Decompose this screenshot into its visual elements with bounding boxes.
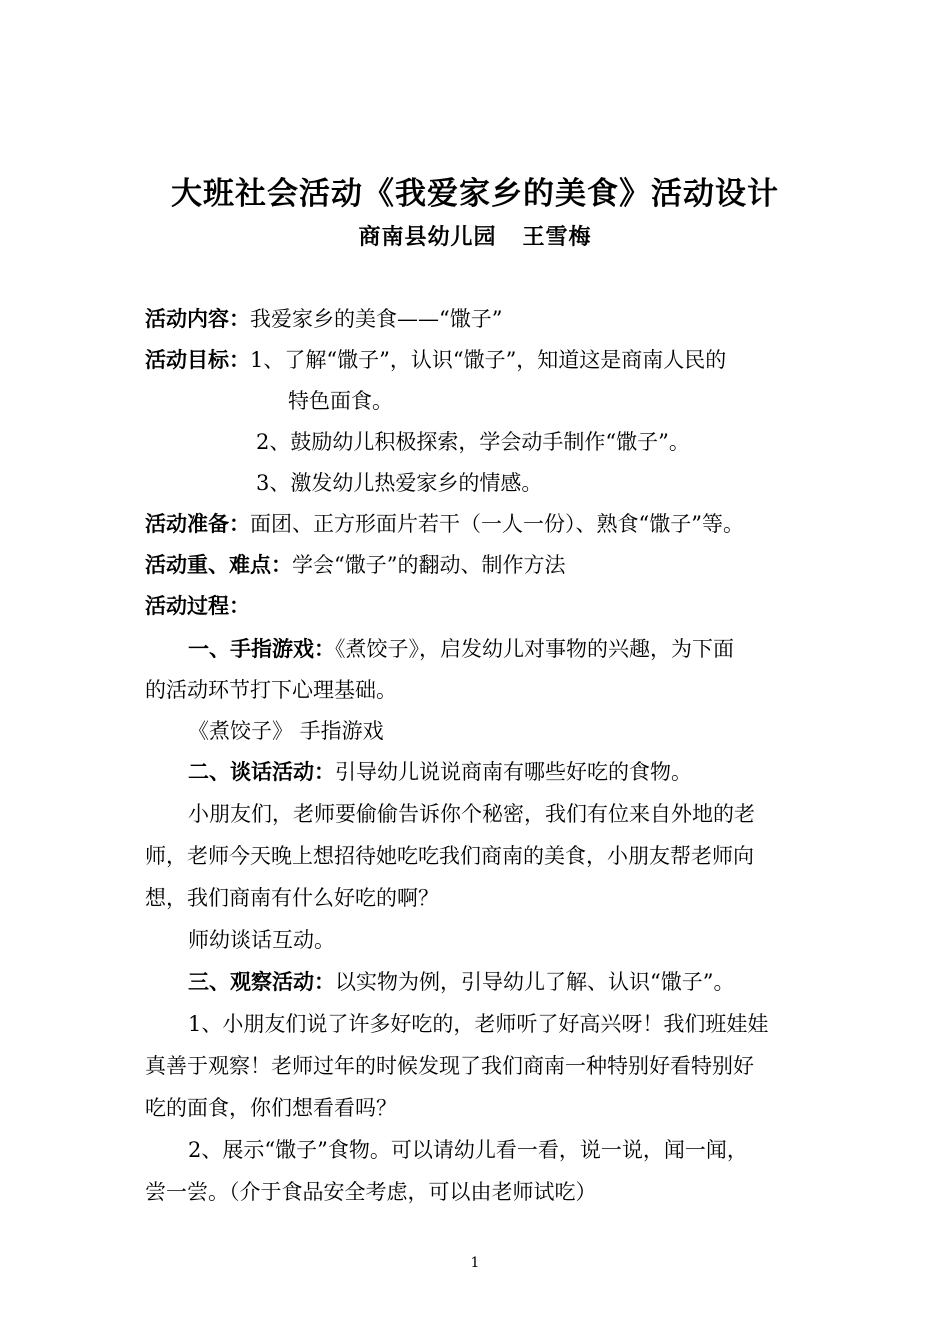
step2-paragraph-1a: 小朋友们，老师要偷偷告诉你个秘密，我们有位来自外地的老: [188, 802, 755, 826]
activity-goal-2: 2、鼓励幼儿积极探索，学会动手制作“馓子”。: [256, 430, 690, 454]
step2-label: 二、谈话活动：: [188, 759, 335, 784]
activity-goal-line: [145, 347, 810, 373]
activity-prep-line: [145, 511, 810, 537]
activity-process-label: 活动过程：: [145, 593, 250, 618]
activity-key-line: [145, 552, 810, 578]
step1-game: 《煮饺子》 手指游戏: [188, 719, 384, 743]
activity-prep-label: 活动准备：: [145, 511, 250, 536]
step3-paragraph-1c: 吃的面食，你们想看看吗？: [145, 1096, 397, 1120]
step1-continuation: 的活动环节打下心理基础。: [145, 678, 397, 702]
activity-prep-text: 面团、正方形面片若干（一人一份）、熟食“馓子”等。: [250, 512, 744, 536]
activity-key-text: 学会“馓子”的翻动、制作方法: [292, 553, 566, 577]
step2-paragraph-2: 师幼谈话互动。: [188, 928, 335, 952]
activity-content-text: 我爱家乡的美食——“馓子”: [250, 307, 503, 331]
activity-content-line: [145, 306, 810, 332]
document-title: 大班社会活动《我爱家乡的美食》活动设计: [171, 176, 779, 212]
step1-label: 一、手指游戏：: [188, 636, 335, 661]
step2-line: [188, 759, 853, 785]
step3-paragraph-2b: 尝一尝。（介于食品安全考虑，可以由老师试吃）: [145, 1180, 597, 1204]
activity-goal-label: 活动目标：: [145, 347, 250, 372]
activity-goal-3: 3、激发幼儿热爱家乡的情感。: [256, 471, 543, 495]
step1-text: 《煮饺子》，启发幼儿对事物的兴趣，为下面: [335, 637, 734, 661]
step2-paragraph-1b: 师，老师今天晚上想招待她吃吃我们商南的美食，小朋友帮老师向: [145, 844, 754, 868]
step3-paragraph-2a: 2、展示“馓子”食物。可以请幼儿看一看，说一说，闻一闻，: [188, 1138, 748, 1162]
activity-goal-1b: 特色面食。: [288, 389, 393, 413]
step3-label: 三、观察活动：: [188, 969, 335, 994]
page-number: 1: [470, 1255, 480, 1271]
activity-content-label: 活动内容：: [145, 306, 250, 331]
activity-goal-1a: 1、了解“馓子”，认识“馓子”，知道这是商南人民的: [250, 348, 727, 372]
document-subtitle: 商南县幼儿园 王雪梅: [358, 224, 592, 250]
step2-text: 引导幼儿说说商南有哪些好吃的食物。: [335, 760, 692, 784]
step3-line: [188, 969, 853, 995]
activity-key-label: 活动重、难点：: [145, 552, 292, 577]
step1-line: [188, 636, 853, 662]
step3-paragraph-1b: 真善于观察！老师过年的时候发现了我们商南一种特别好看特别好: [145, 1054, 754, 1078]
step3-paragraph-1a: 1、小朋友们说了许多好吃的，老师听了好高兴呀！我们班娃娃: [188, 1012, 769, 1036]
step3-text: 以实物为例，引导幼儿了解、认识“馓子”。: [335, 970, 735, 994]
step2-paragraph-1c: 想，我们商南有什么好吃的啊？: [145, 886, 439, 910]
